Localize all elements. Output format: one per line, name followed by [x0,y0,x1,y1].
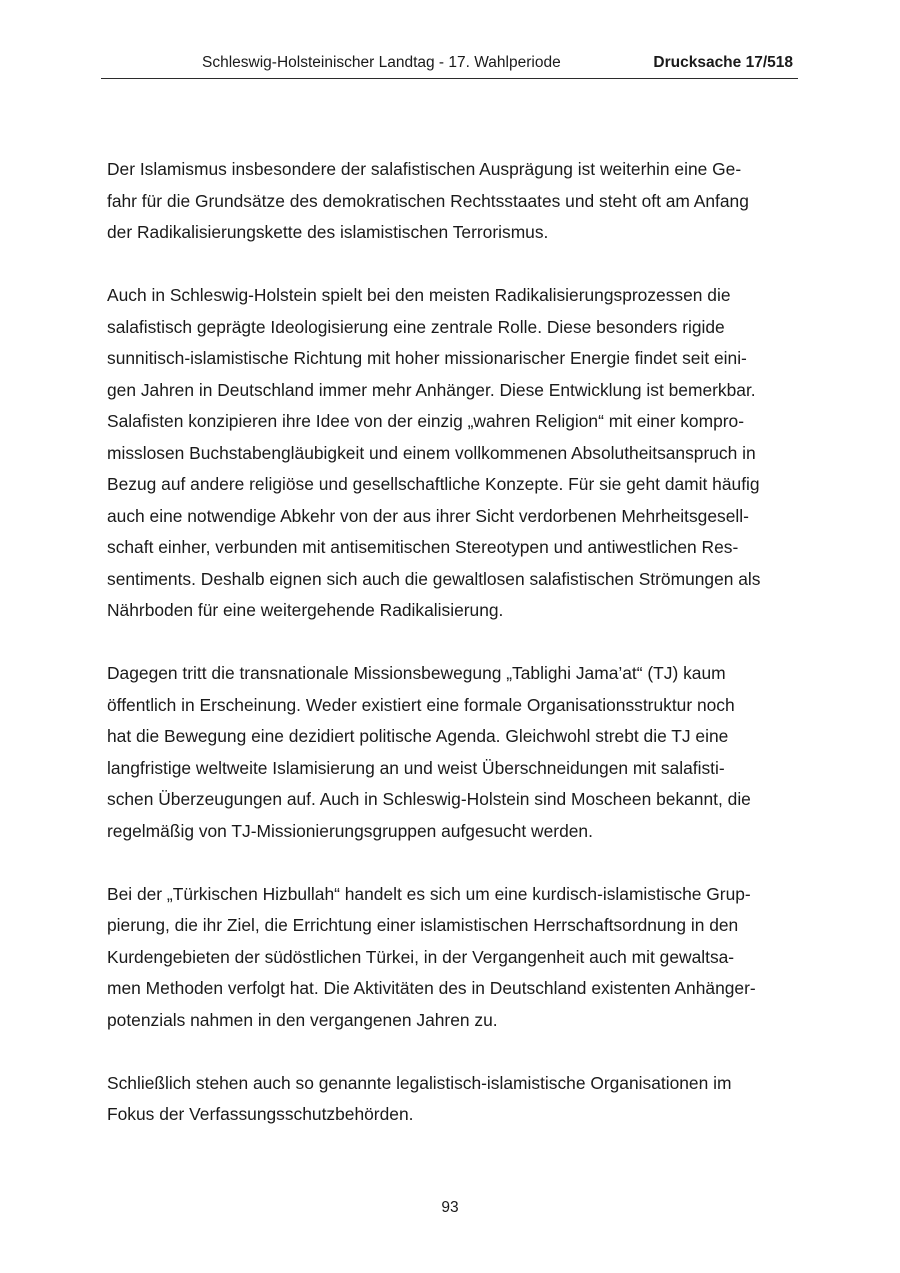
document-title: Schleswig-Holsteinischer Landtag - 17. Wahlperiode [202,54,561,71]
text-line: salafistisch geprägte Ideologisierung eine zentrale Rolle. Diese besonders rigide [107,316,725,337]
text-line: der Radikalisierungskette des islamistischen Terrorismus. [107,222,549,242]
text-line: Bezug auf andere religiöse und gesellschaftliche Konzepte. Für sie geht damit häufig [107,474,760,494]
paragraph [107,280,797,627]
text-line: langfristige weltweite Islamisierung an und weist Überschneidungen mit salafisti- [107,757,725,778]
paragraph [107,658,797,847]
page-header [101,52,798,79]
text-line: sunnitisch-islamistische Richtung mit hoher missionarischer Energie findet seit eini- [107,348,747,368]
text-line: Fokus der Verfassungsschutzbehörden. [107,1104,414,1124]
paragraph [107,879,797,1037]
text-line: misslosen Buchstabengläubigkeit und einem vollkommenen Absolutheitsanspruch in [107,442,756,463]
paragraph [107,154,797,249]
text-line: men Methoden verfolgt hat. Die Aktivitäten des in Deutschland existenten Anhänger- [107,978,756,998]
text-line: gen Jahren in Deutschland immer mehr Anhänger. Diese Entwicklung ist bemerkbar. [107,379,756,400]
text-line: Auch in Schleswig-Holstein spielt bei den meisten Radikalisierungsprozessen die [107,285,731,305]
text-line: hat die Bewegung eine dezidiert politische Agenda. Gleichwohl strebt die TJ eine [107,726,729,746]
text-line: Dagegen tritt die transnationale Missionsbewegung „Tablighi Jama’at“ (TJ) kaum [107,663,726,683]
paragraph [107,1068,797,1131]
text-line: auch eine notwendige Abkehr von der aus ihrer Sicht verdorbenen Mehrheitsgesell- [107,505,749,526]
text-line: pierung, die ihr Ziel, die Errichtung einer islamistischen Herrschaftsordnung in den [107,915,739,935]
text-line: sentiments. Deshalb eignen sich auch die gewaltlosen salafistischen Strömungen als [107,568,761,589]
text-line: schen Überzeugungen auf. Auch in Schleswig-Holstein sind Moscheen bekannt, die [107,789,751,809]
text-line: Salafisten konzipieren ihre Idee von der einzig „wahren Religion“ mit einer kompro- [107,411,745,431]
text-line: fahr für die Grundsätze des demokratischen Rechtsstaates und steht oft am Anfang [107,190,749,211]
page-number: 93 [441,1199,459,1216]
text-line: öffentlich in Erscheinung. Weder existiert eine formale Organisationsstruktur noch [107,694,735,715]
document-body [107,154,797,1162]
text-line: regelmäßig von TJ-Missionierungsgruppen aufgesucht werden. [107,820,593,841]
text-line: Kurdengebieten der südöstlichen Türkei, in der Vergangenheit auch mit gewaltsa- [107,946,735,967]
text-line: schaft einher, verbunden mit antisemitischen Stereotypen und antiwestlichen Res- [107,537,739,557]
text-line: Schließlich stehen auch so genannte legalistisch-islamistische Organisationen im [107,1072,732,1093]
text-line: potenzials nahmen in den vergangenen Jahren zu. [107,1009,498,1030]
document-reference: Drucksache 17/518 [653,54,793,71]
text-line: Bei der „Türkischen Hizbullah“ handelt es sich um eine kurdisch-islamistische Grup- [107,883,751,904]
text-line: Der Islamismus insbesondere der salafistischen Ausprägung ist weiterhin eine Ge- [107,159,742,179]
text-line: Nährboden für eine weitergehende Radikalisierung. [107,600,504,620]
